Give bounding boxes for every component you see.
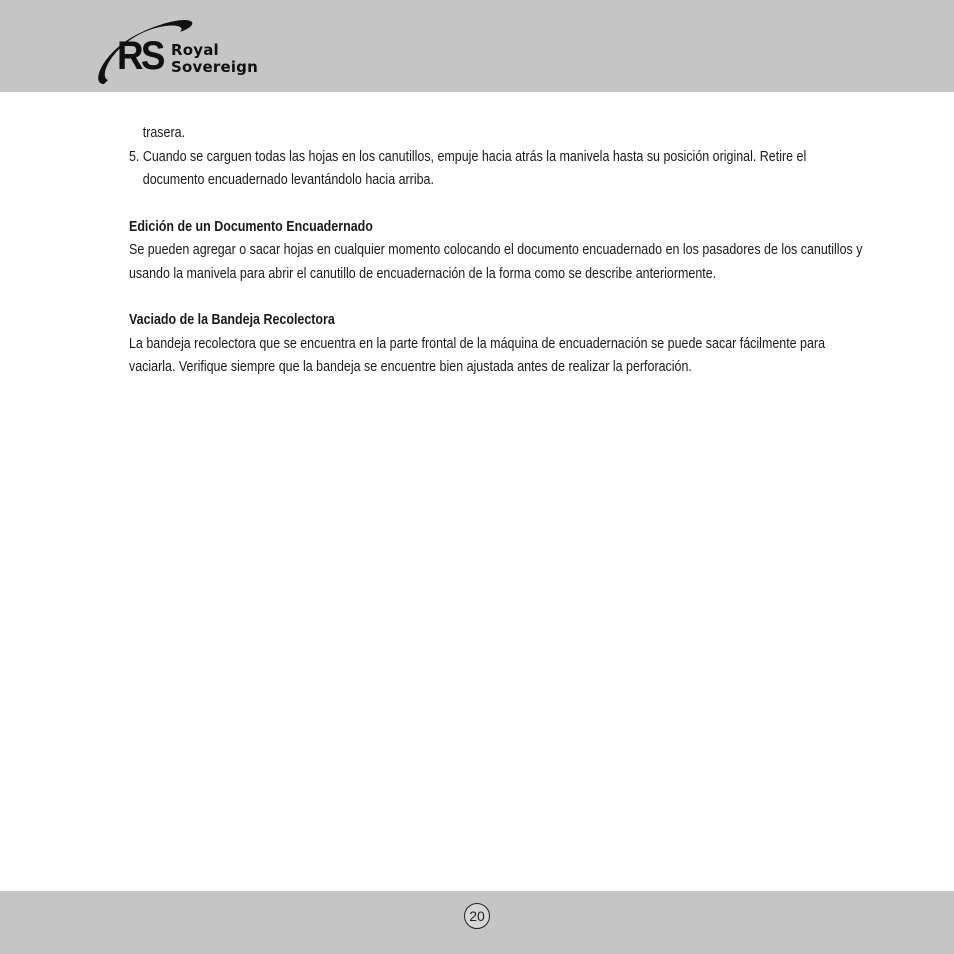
logo-word-royal: Royal <box>171 41 219 59</box>
section-heading-emptying-tray: Vaciado de la Bandeja Recolectora <box>129 312 335 328</box>
section-heading-editing: Edición de un Documento Encuadernado <box>129 218 373 235</box>
step-4-continuation: trasera. <box>142 125 186 141</box>
logo-monogram: RS <box>117 34 163 78</box>
step-5: 5. Cuando se carguen todas las hojas en los canutillos, empuje hacia atrás la manivela hasta su posición original. Retire el documento encuadernado levantándolo hacia arriba. <box>129 148 807 188</box>
section-text-emptying-tray: La bandeja recolectora que se encuentra en la parte frontal de la máquina de encuadernación se puede sacar fácilmente para vaciarla. Verifique siempre que la bandeja se encuentre bien ajustada antes de realizar la perforación. <box>129 335 826 375</box>
header-bar <box>0 0 954 92</box>
page-number: 20 <box>464 903 490 929</box>
royal-sovereign-logo <box>94 14 284 90</box>
section-text-editing: Se pueden agregar o sacar hojas en cualquier momento colocando el documento encuadernado en los pasadores de los canutillos y usando la manivela para abrir el canutillo de encuadernación de la forma como se describe anteriormente. <box>129 242 863 282</box>
footer-bar <box>0 891 954 954</box>
document-body <box>129 122 869 380</box>
logo-word-sovereign: Sovereign <box>171 58 258 76</box>
